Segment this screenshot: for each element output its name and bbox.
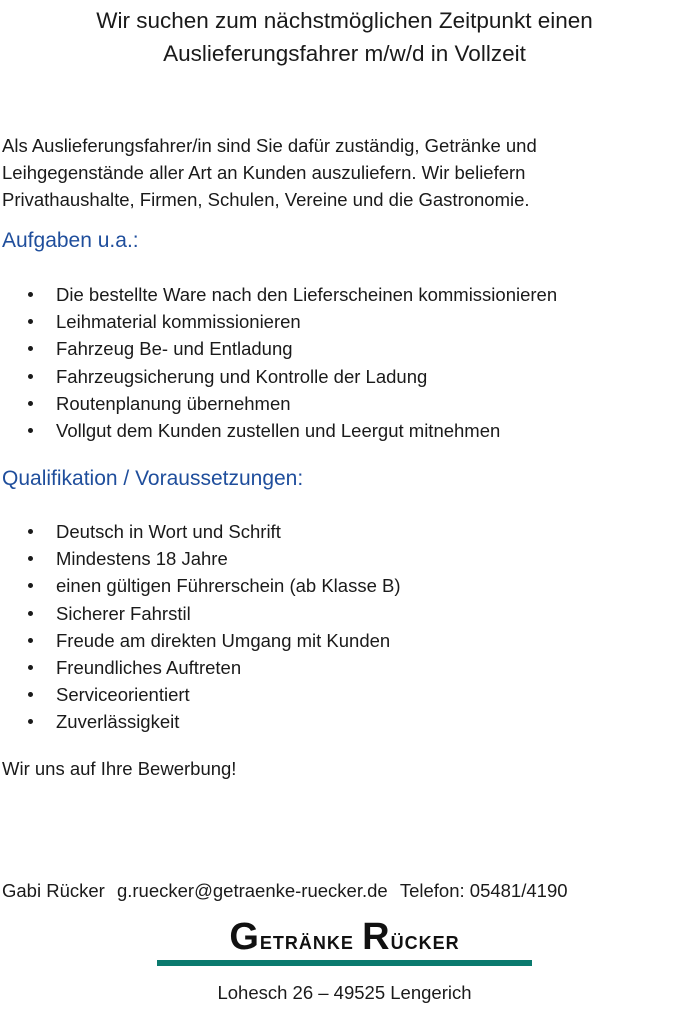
list-item bbox=[0, 545, 401, 572]
list-item-text: Sicherer Fahrstil bbox=[56, 602, 191, 624]
bullet-icon bbox=[28, 374, 33, 379]
logo-underline-bar bbox=[157, 960, 532, 966]
bullet-icon bbox=[28, 665, 33, 670]
bullet-icon bbox=[28, 556, 33, 561]
list-item-text: Fahrzeugsicherung und Kontrolle der Ladung bbox=[56, 365, 428, 387]
list-item bbox=[0, 281, 557, 308]
qualifications-heading: Qualifikation / Voraussetzungen: bbox=[2, 467, 304, 490]
intro-line-1: Als Auslieferungsfahrer/in sind Sie dafür zuständig, Getränke und bbox=[2, 135, 537, 156]
bullet-icon bbox=[28, 428, 33, 433]
company-address: Lohesch 26 – 49525 Lengerich bbox=[217, 982, 472, 1003]
bullet-icon bbox=[28, 529, 33, 534]
logo-initial-r: R bbox=[362, 916, 391, 958]
list-item-text: Vollgut dem Kunden zustellen und Leergut mitnehmen bbox=[56, 420, 501, 442]
list-item-text: Freude am direkten Umgang mit Kunden bbox=[56, 629, 391, 651]
bullet-icon bbox=[28, 692, 33, 697]
bullet-icon bbox=[28, 611, 33, 616]
bullet-icon bbox=[28, 583, 33, 588]
list-item-text: Deutsch in Wort und Schrift bbox=[56, 521, 281, 542]
bullet-icon bbox=[28, 719, 33, 724]
list-item-text: Fahrzeug Be- und Entladung bbox=[56, 338, 293, 360]
job-title-line-1: Wir suchen zum nächstmöglichen Zeitpunkt einen bbox=[96, 8, 593, 33]
list-item-text: Zuverlässigkeit bbox=[56, 711, 180, 733]
list-item-text: Freundliches Auftreten bbox=[56, 657, 242, 679]
list-item-text: Die bestellte Ware nach den Lieferscheinen kommissionieren bbox=[56, 284, 558, 305]
contact-phone: Telefon: 05481/4190 bbox=[399, 880, 568, 901]
contact-email-link[interactable]: g.ruecker@getraenke-ruecker.de bbox=[116, 880, 388, 901]
list-item bbox=[0, 572, 401, 599]
job-title bbox=[0, 4, 689, 70]
contact-line bbox=[2, 880, 568, 902]
list-item-text: Routenplanung übernehmen bbox=[56, 392, 291, 414]
logo-word-2-rest: ücker bbox=[390, 925, 460, 955]
list-item bbox=[0, 681, 401, 708]
list-item bbox=[0, 708, 401, 735]
intro-line-2: Leihgegenstände aller Art an Kunden auszuliefern. Wir beliefern bbox=[2, 162, 526, 183]
list-item-text: Serviceorientiert bbox=[56, 684, 190, 706]
list-item bbox=[0, 308, 557, 335]
intro-line-3: Privathaushalte, Firmen, Schulen, Vereine und die Gastronomie. bbox=[2, 189, 530, 210]
logo-word-1-rest: etränke bbox=[259, 925, 354, 955]
list-item bbox=[0, 417, 557, 444]
list-item bbox=[0, 627, 401, 654]
job-title-line-2: Auslieferungsfahrer m/w/d in Vollzeit bbox=[163, 41, 526, 66]
bullet-icon bbox=[28, 346, 33, 351]
bullet-icon bbox=[28, 319, 33, 324]
tasks-heading: Aufgaben u.a.: bbox=[2, 229, 139, 252]
list-item bbox=[0, 335, 557, 362]
qualifications-list bbox=[0, 518, 401, 736]
company-logo-text bbox=[229, 915, 459, 962]
company-logo bbox=[0, 915, 689, 962]
list-item bbox=[0, 518, 401, 545]
logo-initial-g: G bbox=[229, 916, 260, 958]
intro-paragraph bbox=[2, 132, 684, 213]
closing-sentence: Wir uns auf Ihre Bewerbung! bbox=[2, 758, 237, 779]
tasks-list bbox=[0, 281, 557, 444]
list-item-text: einen gültigen Führerschein (ab Klasse B) bbox=[56, 575, 401, 597]
list-item bbox=[0, 363, 557, 390]
bullet-icon bbox=[28, 401, 33, 406]
list-item bbox=[0, 390, 557, 417]
list-item-text: Leihmaterial kommissionieren bbox=[56, 311, 301, 333]
list-item-text: Mindestens 18 Jahre bbox=[56, 548, 228, 570]
bullet-icon bbox=[28, 638, 33, 643]
contact-name: Gabi Rücker bbox=[2, 880, 105, 901]
list-item bbox=[0, 600, 401, 627]
list-item bbox=[0, 654, 401, 681]
bullet-icon bbox=[28, 292, 33, 297]
